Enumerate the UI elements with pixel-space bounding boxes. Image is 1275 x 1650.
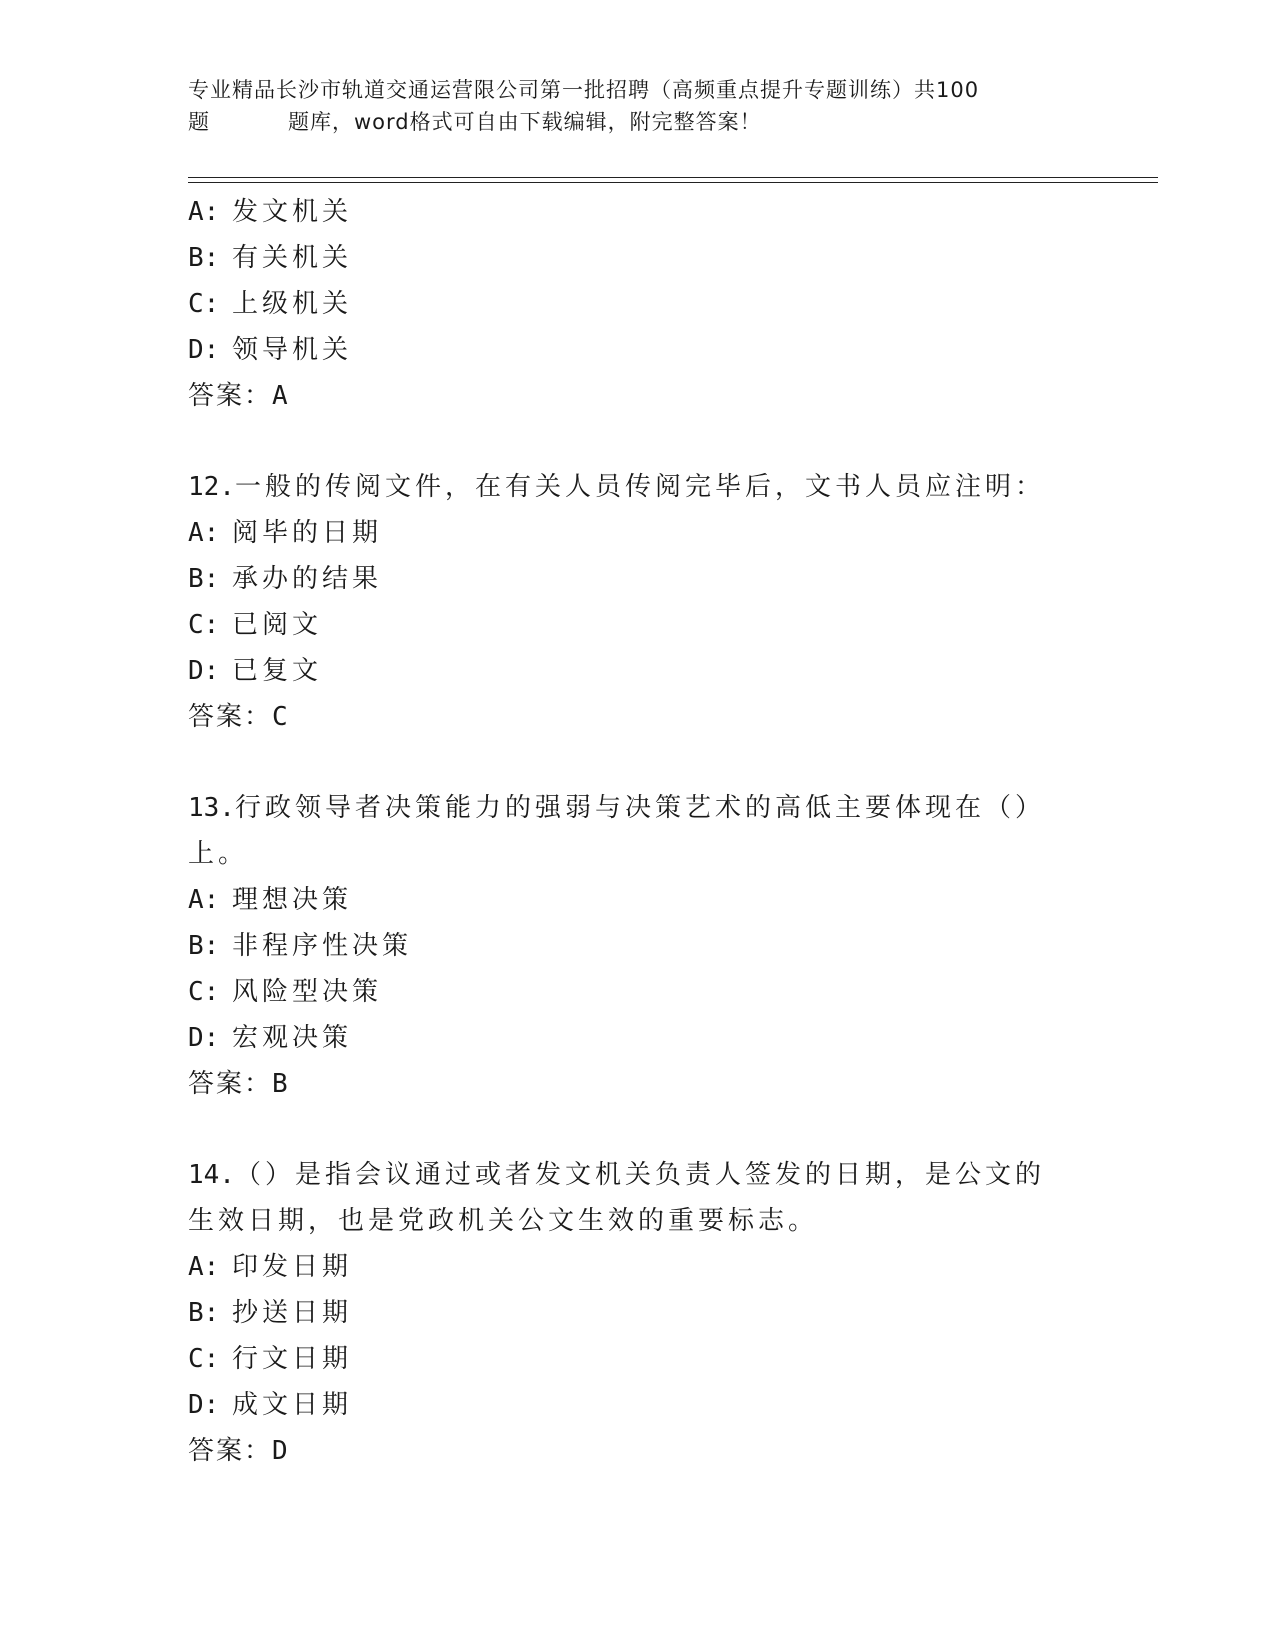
option-b <box>188 1290 1088 1336</box>
option-text: 宏观决策 <box>232 1023 353 1053</box>
question-13 <box>188 785 1088 1107</box>
option-text: 已阅文 <box>232 610 323 640</box>
option-c <box>188 1336 1088 1382</box>
header-line2-lead: 题 <box>188 110 210 134</box>
option-text: 上级机关 <box>232 289 353 319</box>
option-text: 理想决策 <box>232 885 353 915</box>
question-number: 14. <box>188 1160 235 1190</box>
option-b <box>188 923 1088 969</box>
answer-line <box>188 1061 1088 1107</box>
option-key: A: <box>188 197 220 227</box>
option-text: 已复文 <box>232 656 323 686</box>
question-text <box>188 1152 1068 1244</box>
answer-value: B <box>272 1069 290 1099</box>
answer-value: C <box>272 702 290 732</box>
answer-label: 答案： <box>188 381 273 411</box>
option-text: 行文日期 <box>232 1344 353 1374</box>
question-text <box>188 464 1088 510</box>
answer-label: 答案： <box>188 1436 273 1466</box>
header-line2-rest: 题库，word格式可自由下载编辑，附完整答案！ <box>288 110 762 134</box>
question-number: 13. <box>188 793 235 823</box>
option-d <box>188 648 1088 694</box>
option-c <box>188 969 1088 1015</box>
option-key: D: <box>188 1023 220 1053</box>
answer-value: D <box>272 1436 290 1466</box>
answer-label: 答案： <box>188 1069 273 1099</box>
option-key: C: <box>188 977 220 1007</box>
question-14 <box>188 1152 1088 1474</box>
option-key: D: <box>188 656 220 686</box>
answer-value: A <box>272 381 290 411</box>
option-text: 发文机关 <box>232 197 353 227</box>
question-11 <box>188 189 1088 419</box>
header-divider-top <box>188 177 1158 178</box>
question-list <box>188 189 1088 1474</box>
option-key: C: <box>188 610 220 640</box>
question-stem: 一般的传阅文件，在有关人员传阅完毕后，文书人员应注明： <box>234 472 1045 502</box>
option-key: A: <box>188 885 220 915</box>
option-d <box>188 327 1088 373</box>
option-key: A: <box>188 518 220 548</box>
option-key: C: <box>188 289 220 319</box>
option-text: 领导机关 <box>232 335 353 365</box>
option-key: B: <box>188 243 220 273</box>
option-a <box>188 510 1088 556</box>
option-key: A: <box>188 1252 220 1282</box>
option-a <box>188 877 1088 923</box>
option-text: 有关机关 <box>232 243 353 273</box>
question-stem: 行政领导者决策能力的强弱与决策艺术的高低主要体现在（）上。 <box>188 793 1045 869</box>
option-a <box>188 189 1088 235</box>
option-c <box>188 602 1088 648</box>
option-key: B: <box>188 564 220 594</box>
option-b <box>188 235 1088 281</box>
option-text: 承办的结果 <box>232 564 383 594</box>
option-key: B: <box>188 1298 220 1328</box>
option-text: 抄送日期 <box>232 1298 353 1328</box>
question-stem: （）是指会议通过或者发文机关负责人签发的日期，是公文的生效日期，也是党政机关公文生效的重要标志。 <box>188 1160 1045 1236</box>
answer-line <box>188 1428 1088 1474</box>
option-key: C: <box>188 1344 220 1374</box>
option-d <box>188 1015 1088 1061</box>
option-key: B: <box>188 931 220 961</box>
question-text <box>188 785 1088 877</box>
option-text: 阅毕的日期 <box>232 518 383 548</box>
header-title-line1: 专业精品长沙市轨道交通运营限公司第一批招聘（高频重点提升专题训练）共100 <box>188 78 980 102</box>
option-text: 印发日期 <box>232 1252 353 1282</box>
option-b <box>188 556 1088 602</box>
option-key: D: <box>188 335 220 365</box>
question-12 <box>188 464 1088 740</box>
header-title-line2 <box>188 106 1088 138</box>
option-text: 成文日期 <box>232 1390 353 1420</box>
question-number: 12. <box>188 472 235 502</box>
answer-line <box>188 694 1088 740</box>
document-header <box>188 74 1088 138</box>
option-c <box>188 281 1088 327</box>
answer-line <box>188 373 1088 419</box>
option-text: 风险型决策 <box>232 977 383 1007</box>
option-text: 非程序性决策 <box>232 931 413 961</box>
header-divider-bottom <box>188 182 1158 183</box>
option-key: D: <box>188 1390 220 1420</box>
option-d <box>188 1382 1088 1428</box>
answer-label: 答案： <box>188 702 273 732</box>
option-a <box>188 1244 1088 1290</box>
